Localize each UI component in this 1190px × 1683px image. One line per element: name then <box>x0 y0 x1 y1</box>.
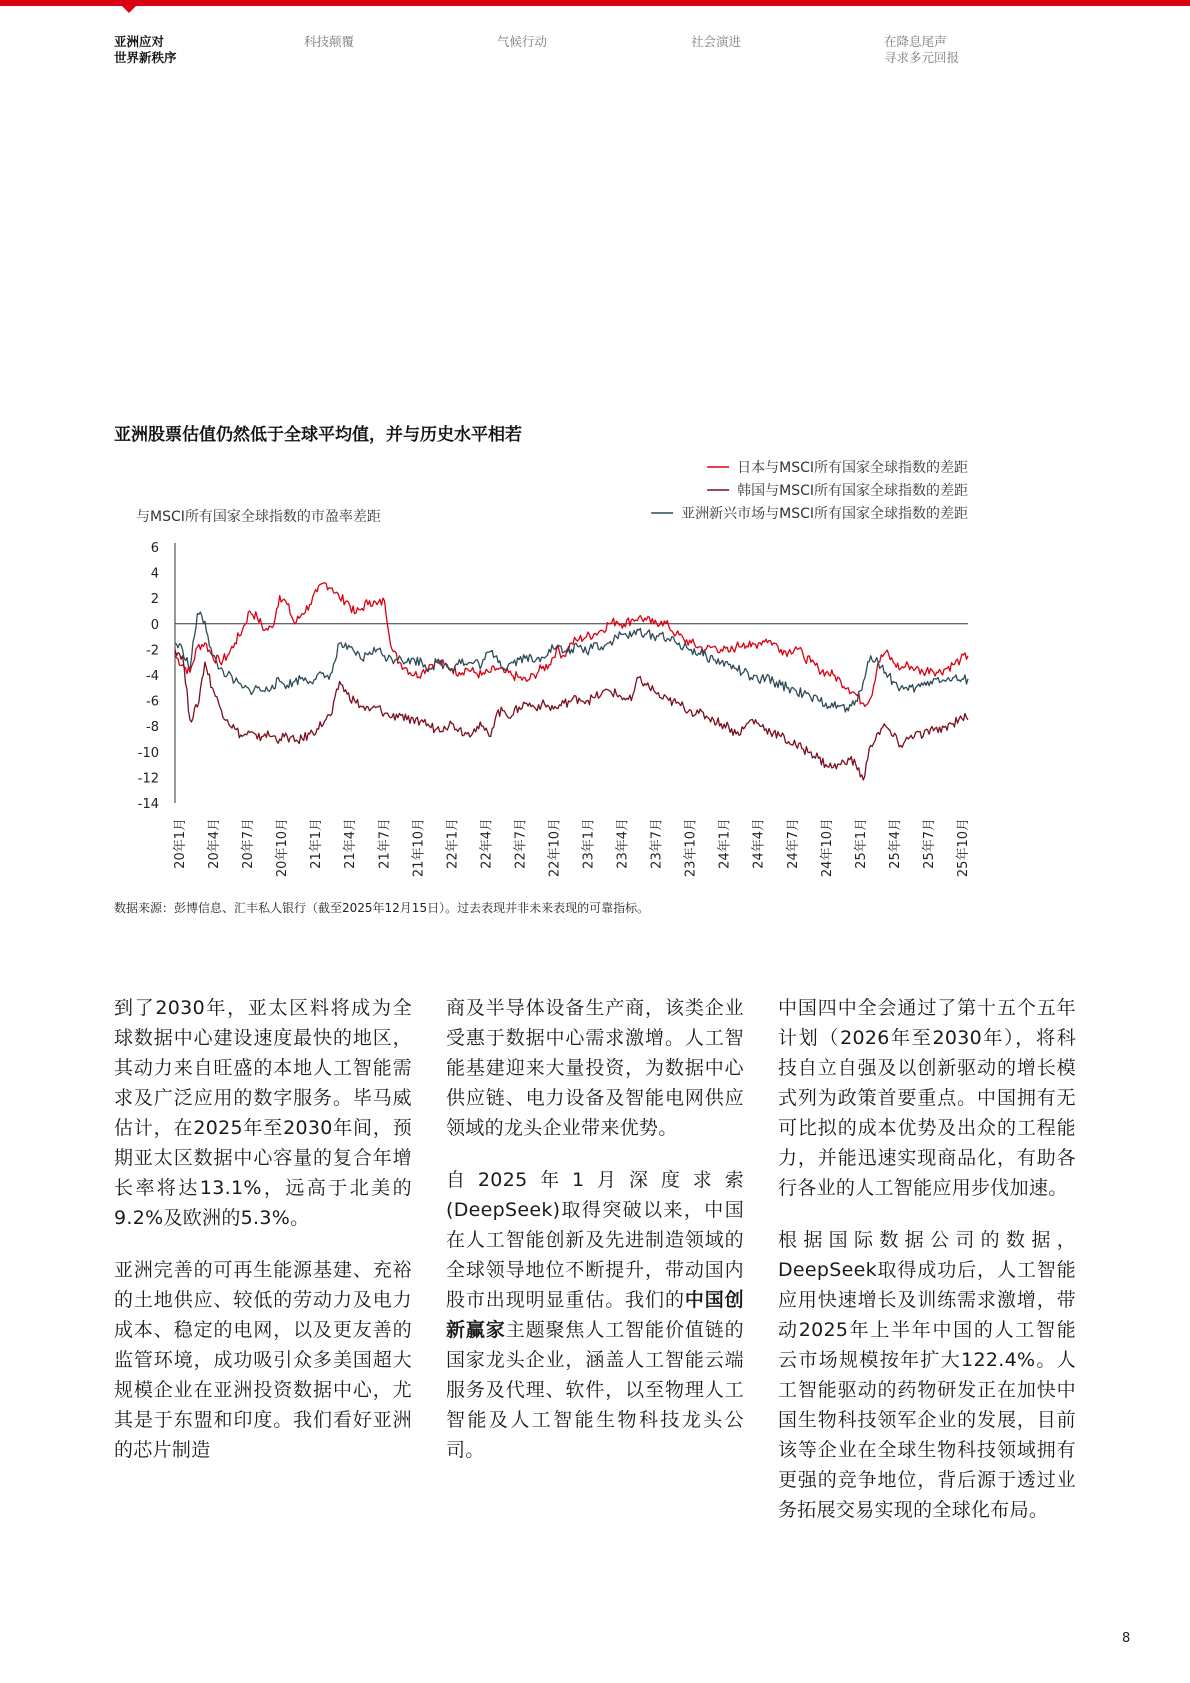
x-tick-label: 20年7月 <box>241 818 257 869</box>
x-tick-label: 23年1月 <box>581 818 597 869</box>
top-accent-bar <box>0 0 1190 6</box>
x-tick-label: 23年10月 <box>683 818 699 878</box>
nav-item-diversified-returns[interactable] <box>884 34 959 66</box>
y-tick-label: -12 <box>137 771 159 787</box>
x-tick-label: 25年7月 <box>921 818 937 869</box>
legend-label: 亚洲新兴市场与MSCI所有国家全球指数的差距 <box>681 506 968 522</box>
x-tick-label: 22年10月 <box>547 818 563 878</box>
x-tick-label: 21年7月 <box>377 818 393 869</box>
y-tick-label: 2 <box>150 592 159 608</box>
theme-link-china-innovation-winners[interactable]: 中国创新赢家 <box>446 1289 744 1341</box>
nav-item-label: 社会演进 <box>691 34 742 49</box>
nav-item-label: 科技颠覆 <box>304 34 355 49</box>
x-tick-label: 20年10月 <box>275 818 291 878</box>
y-tick-label: -10 <box>137 745 159 761</box>
paragraph: 到了2030年，亚太区料将成为全球数据中心建设速度最快的地区，其动力来自旺盛的本地人工智能需求及广泛应用的数字服务。毕马威估计，在2025年至2030年间，预期亚太区数据中心容量的复合年增长率将达13.1%，远高于北美的9.2%及欧洲的5.3%。 <box>114 997 412 1229</box>
x-tick-label: 25年10月 <box>956 818 971 878</box>
paragraph: 商及半导体设备生产商，该类企业受惠于数据中心需求激增。人工智能基建迎来大量投资，为数据中心供应链、电力设备及智能电网供应领域的龙头企业带来优势。 <box>446 997 744 1139</box>
nav-item-label: 世界新秩序 <box>114 50 177 65</box>
x-tick-label: 22年7月 <box>513 818 529 869</box>
active-section-marker <box>121 5 137 13</box>
text-column-2 <box>446 993 744 1487</box>
y-tick-label: 6 <box>150 541 159 556</box>
x-tick-label: 21年4月 <box>343 818 359 869</box>
y-tick-label: -2 <box>146 643 159 659</box>
nav-item-social-evolution[interactable] <box>691 34 741 50</box>
nav-item-label: 在降息尾声 <box>884 34 947 49</box>
x-tick-label: 20年1月 <box>173 818 188 869</box>
nav-item-label: 亚洲应对 <box>114 34 165 49</box>
y-tick-label: -6 <box>146 694 159 710</box>
x-tick-label: 24年1月 <box>717 818 733 869</box>
series-line <box>175 612 968 712</box>
paragraph: 亚洲完善的可再生能源基建、充裕的土地供应、较低的劳动力及电力成本、稳定的电网，以及更友善的监管环境，成功吸引众多美国超大规模企业在亚洲投资数据中心，尤其是于东盟和印度。我们看好亚洲的芯片制造 <box>114 1259 412 1461</box>
nav-item-label: 寻求多元回报 <box>884 50 960 65</box>
x-tick-label: 22年4月 <box>479 818 495 869</box>
y-axis-label: 与MSCI所有国家全球指数的市盈率差距 <box>136 509 381 525</box>
x-tick-label: 22年1月 <box>445 818 461 869</box>
series-line <box>175 649 968 780</box>
chart-title: 亚洲股票估值仍然低于全球平均值，并与历史水平相若 <box>114 425 522 445</box>
y-tick-label: -14 <box>137 797 159 812</box>
x-tick-label: 23年4月 <box>615 818 631 869</box>
x-tick-label: 24年7月 <box>785 818 801 869</box>
x-tick-label: 23年7月 <box>649 818 665 869</box>
legend-label: 日本与MSCI所有国家全球指数的差距 <box>737 460 968 476</box>
nav-item-climate-action[interactable] <box>497 34 547 50</box>
y-tick-label: -4 <box>146 669 159 684</box>
paragraph <box>446 1165 744 1465</box>
source-note: 数据来源：彭博信息、汇丰私人银行（截至2025年12月15日）。过去表现并非未来表现的可靠指标。 <box>114 901 650 915</box>
legend-label: 韩国与MSCI所有国家全球指数的差距 <box>737 483 968 499</box>
nav-item-asia-new-order[interactable] <box>114 34 177 66</box>
paragraph: 中国四中全会通过了第十五个五年计划（2026年至2030年），将科技自立自强及以创新驱动的增长模式列为政策首要重点。中国拥有无可比拟的成本优势及出众的工程能力，并能迅速实现商品化，有助各行各业的人工智能应用步伐加速。 <box>778 997 1076 1199</box>
nav-item-label: 气候行动 <box>497 34 548 49</box>
y-tick-label: -8 <box>146 720 159 736</box>
x-tick-label: 25年1月 <box>853 818 869 869</box>
pe-gap-chart <box>0 460 1190 890</box>
text-column-3 <box>778 993 1076 1547</box>
y-tick-label: 4 <box>150 566 159 582</box>
paragraph-text: 主题聚焦人工智能价值链的国家龙头企业，涵盖人工智能云端服务及代理、软件，以至物理人工智能及人工智能生物科技龙头公司。 <box>446 1319 744 1461</box>
nav-item-tech-disruption[interactable] <box>304 34 354 50</box>
text-column-1 <box>114 993 412 1487</box>
x-tick-label: 21年10月 <box>411 818 427 878</box>
x-tick-label: 24年10月 <box>819 818 835 878</box>
y-tick-label: 0 <box>150 617 159 633</box>
x-tick-label: 20年4月 <box>207 818 223 869</box>
x-tick-label: 24年4月 <box>751 818 767 869</box>
page-number: 8 <box>1122 1631 1131 1646</box>
x-tick-label: 25年4月 <box>887 818 903 869</box>
paragraph-text: 自2025年1月深度求索(DeepSeek)取得突破以来，中国在人工智能创新及先进制造领域的全球领导地位不断提升，带动国内股市出现明显重估。我们的 <box>446 1169 744 1311</box>
paragraph: 根据国际数据公司的数据，DeepSeek取得成功后，人工智能应用快速增长及训练需求激增，带动2025年上半年中国的人工智能云市场规模按年扩大122.4%。人工智能驱动的药物研发正在加快中国生物科技领军企业的发展，目前该等企业在全球生物科技领域拥有更强的竞争地位，背后源于透过业务拓展交易实现的全球化布局。 <box>778 1229 1076 1521</box>
x-tick-label: 21年1月 <box>309 818 325 869</box>
series-line <box>175 583 968 707</box>
